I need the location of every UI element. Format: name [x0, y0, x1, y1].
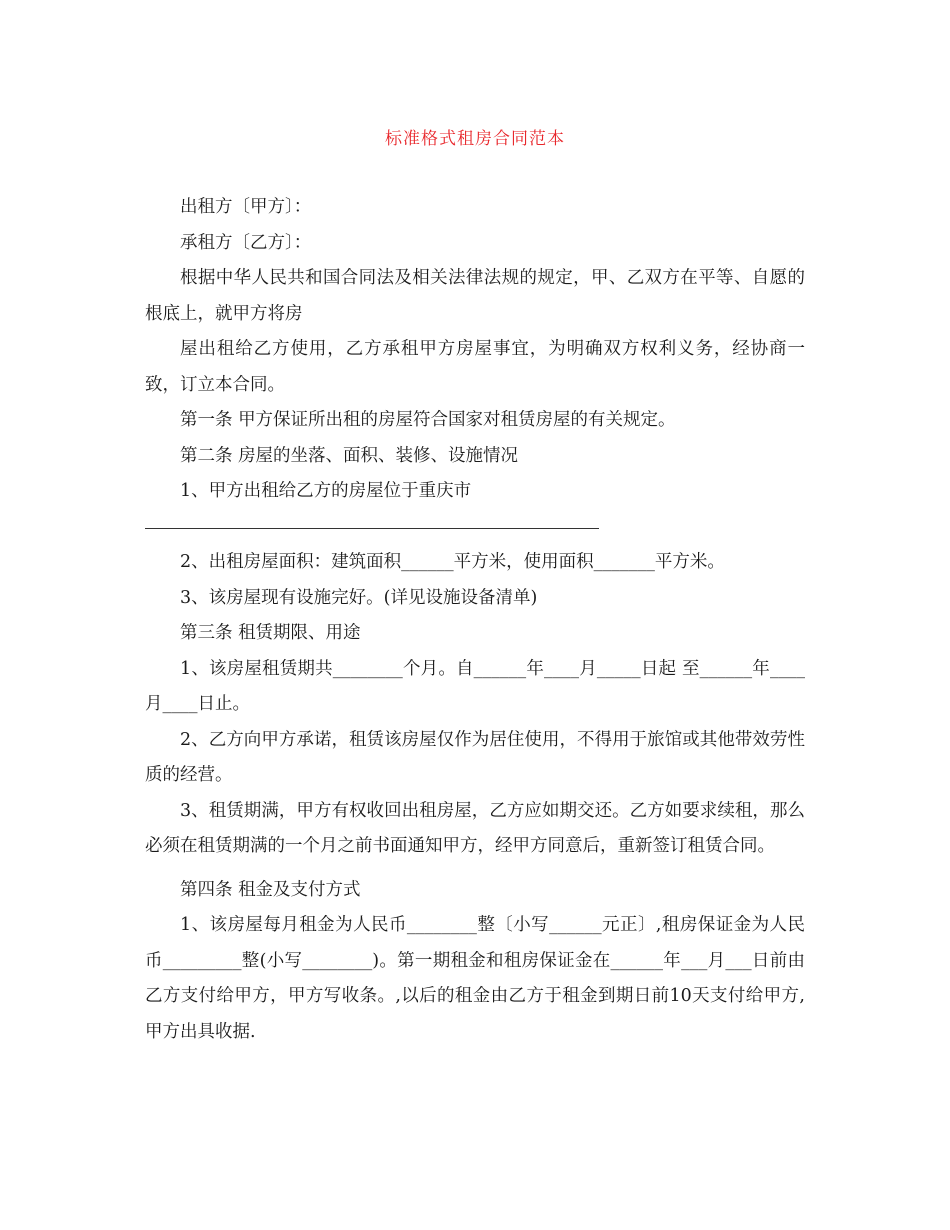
paragraph-preamble-2: 屋出租给乙方使用，乙方承租甲方房屋事宜，为明确双方权利义务，经协商一致，订立本合同。	[145, 339, 805, 395]
paragraph-article-2-item-2: 2、出租房屋面积：建筑面积______平方米，使用面积_______平方米。	[180, 552, 725, 572]
paragraph-lessee: 承租方〔乙方〕：	[180, 232, 312, 253]
document-body	[145, 190, 805, 1050]
paragraph-article-2-item-1: 1、甲方出租给乙方的房屋位于重庆市	[180, 481, 472, 501]
paragraph-preamble-1: 根据中华人民共和国合同法及相关法律法规的规定，甲、乙双方在平等、自愿的根底上，就甲方将房	[145, 268, 805, 324]
paragraph-article-3-item-1: 1、该房屋租赁期共________个月。自______年____月_____日起 至______年____月____日止。	[145, 658, 805, 714]
paragraph-article-2-heading: 第二条 房屋的坐落、面积、装修、设施情况	[180, 445, 519, 466]
paragraph-article-2-item-3: 3、该房屋现有设施完好。(详见设施设备清单)	[180, 587, 538, 608]
underline	[145, 528, 599, 529]
paragraph-article-3-heading: 第三条 租赁期限、用途	[180, 623, 361, 643]
spacer	[145, 865, 805, 873]
paragraph-article-3-item-2: 2、乙方向甲方承诺，租赁该房屋仅作为居住使用，不得用于旅馆或其他带效劳性质的经营。	[145, 729, 805, 785]
paragraph-article-3-item-3: 3、租赁期满，甲方有权收回出租房屋，乙方应如期交还。乙方如要求续租，那么必须在租赁期满的一个月之前书面通知甲方，经甲方同意后，重新签订租赁合同。	[145, 800, 805, 856]
paragraph-article-4-item-1: 1、该房屋每月租金为人民币________整〔小写______元正〕,租房保证金为人民币_________整(小写________)。第一期租金和租房保证金在______年___月___日前由乙方支付给甲方，甲方写收条。,以后的租金由乙方于租金到期日前10天支付给甲方,甲方出具收据.	[145, 915, 805, 1042]
address-blank-line	[145, 510, 805, 546]
paragraph-article-1: 第一条 甲方保证所出租的房屋符合国家对租赁房屋的有关规定。	[180, 410, 676, 430]
paragraph-article-4-heading: 第四条 租金及支付方式	[180, 879, 361, 900]
paragraph-lessor: 出租方〔甲方〕：	[180, 197, 312, 217]
document-title: 标准格式租房合同范本	[385, 129, 565, 149]
